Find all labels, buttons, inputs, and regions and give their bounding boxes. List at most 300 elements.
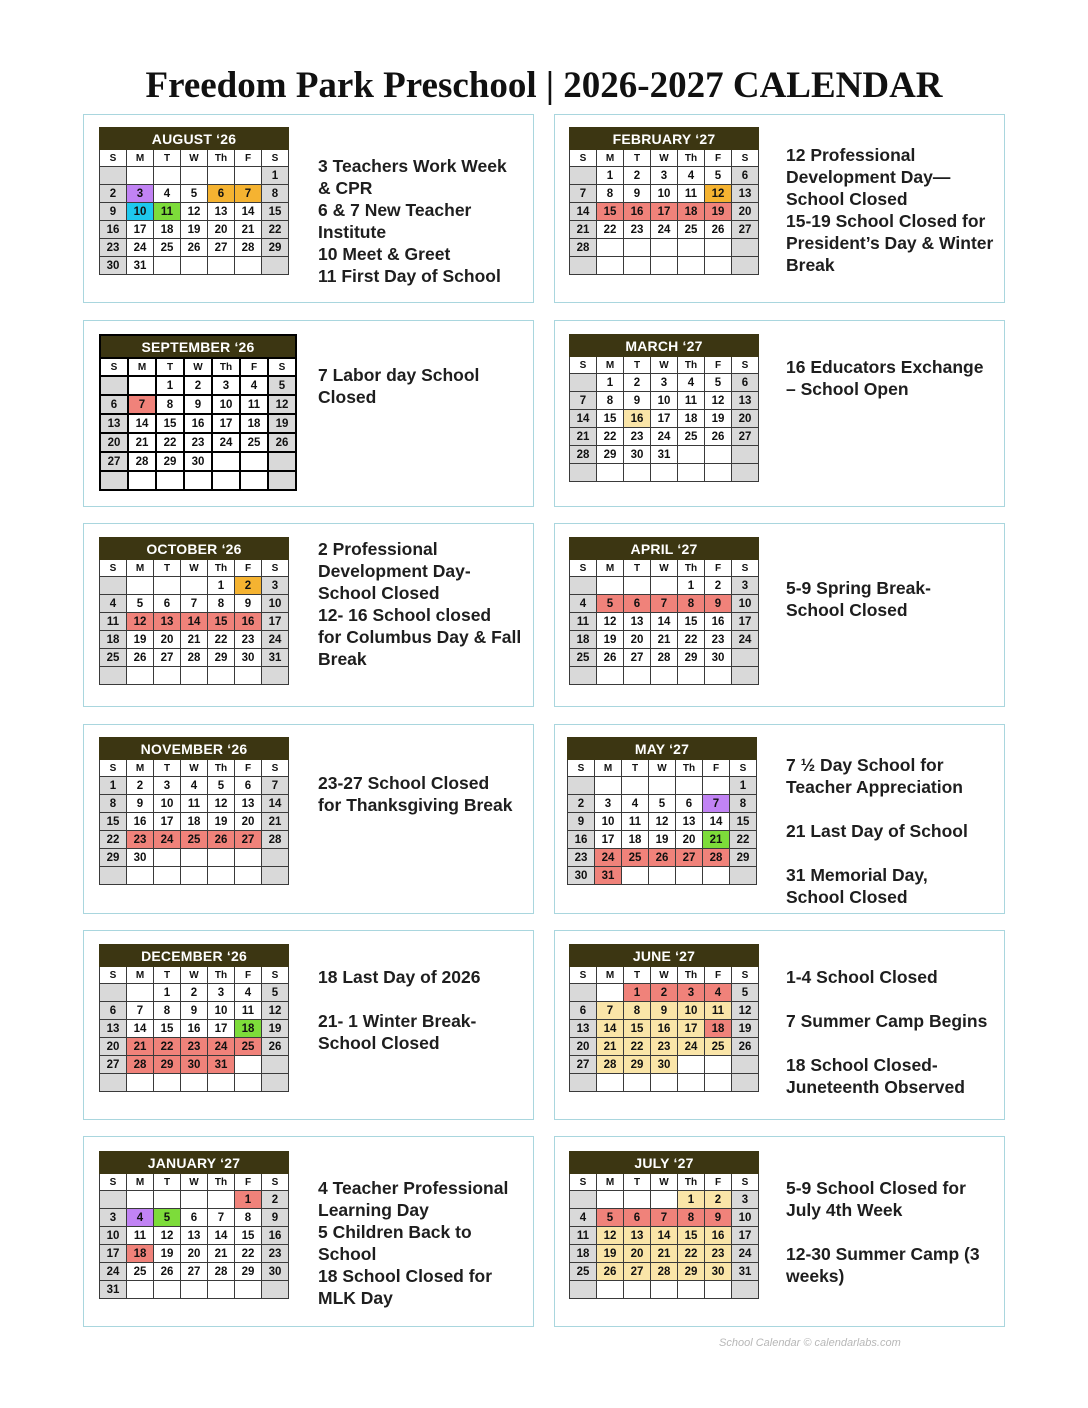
day-cell: 19 [268, 414, 296, 433]
day-cell: 7 [235, 185, 262, 203]
day-cell: 21 [651, 631, 678, 649]
day-cell: 14 [651, 613, 678, 631]
day-cell: 6 [208, 185, 235, 203]
day-cell: 10 [100, 1227, 127, 1245]
day-cell: 20 [570, 1038, 597, 1056]
day-cell: 21 [570, 221, 597, 239]
empty-cell [268, 471, 296, 490]
day-cell: 19 [181, 221, 208, 239]
weekday-header: Th [678, 560, 705, 577]
day-cell: 2 [705, 1191, 732, 1209]
day-cell: 9 [705, 595, 732, 613]
day-cell: 14 [235, 203, 262, 221]
day-cell: 24 [262, 631, 289, 649]
day-cell: 5 [705, 167, 732, 185]
day-cell: 15 [597, 203, 624, 221]
weekday-header: M [597, 1174, 624, 1191]
day-cell: 3 [678, 984, 705, 1002]
day-cell: 23 [705, 1245, 732, 1263]
day-cell: 29 [154, 1056, 181, 1074]
day-cell: 31 [208, 1056, 235, 1074]
empty-cell [597, 257, 624, 275]
day-cell: 1 [235, 1191, 262, 1209]
empty-cell [127, 867, 154, 885]
weekday-header: W [184, 358, 212, 376]
empty-cell [127, 984, 154, 1002]
day-cell: 16 [181, 1020, 208, 1038]
empty-cell [705, 667, 732, 685]
day-cell: 14 [651, 1227, 678, 1245]
empty-cell [100, 577, 127, 595]
weekday-header: S [262, 760, 289, 777]
day-cell: 26 [127, 649, 154, 667]
day-cell: 27 [676, 849, 703, 867]
day-cell: 17 [678, 1020, 705, 1038]
empty-cell [127, 1074, 154, 1092]
day-cell: 19 [597, 1245, 624, 1263]
day-cell: 3 [154, 777, 181, 795]
empty-cell [262, 1056, 289, 1074]
day-cell: 21 [127, 1038, 154, 1056]
note-line: Teacher Appreciation [786, 777, 963, 797]
weekday-header: Th [212, 358, 240, 376]
day-cell: 29 [100, 849, 127, 867]
note-line: weeks) [786, 1266, 845, 1286]
note-line: School Closed [318, 583, 440, 603]
day-cell: 18 [127, 1245, 154, 1263]
empty-cell [154, 1281, 181, 1299]
weekday-header: S [732, 1174, 759, 1191]
day-cell: 8 [624, 1002, 651, 1020]
day-cell: 9 [100, 203, 127, 221]
empty-cell [262, 667, 289, 685]
weekday-header: S [268, 358, 296, 376]
weekday-header: S [100, 560, 127, 577]
note-spacer [318, 750, 528, 772]
day-cell: 18 [622, 831, 649, 849]
day-cell: 6 [154, 595, 181, 613]
day-cell: 19 [208, 813, 235, 831]
day-cell: 4 [705, 984, 732, 1002]
day-cell: 8 [678, 1209, 705, 1227]
day-cell: 23 [262, 1245, 289, 1263]
day-cell: 11 [570, 1227, 597, 1245]
day-cell: 29 [262, 239, 289, 257]
day-cell: 9 [651, 1002, 678, 1020]
day-cell: 30 [235, 649, 262, 667]
day-cell: 27 [181, 1263, 208, 1281]
empty-cell [732, 1281, 759, 1299]
empty-cell [100, 867, 127, 885]
note-spacer [786, 842, 996, 864]
day-cell: 30 [568, 867, 595, 885]
day-cell: 25 [240, 433, 268, 452]
empty-cell [678, 464, 705, 482]
note-spacer [786, 555, 996, 577]
day-cell: 15 [597, 410, 624, 428]
empty-cell [597, 577, 624, 595]
day-cell: 21 [208, 1245, 235, 1263]
empty-cell [212, 452, 240, 471]
day-cell: 13 [208, 203, 235, 221]
day-cell: 29 [597, 446, 624, 464]
empty-cell [235, 257, 262, 275]
day-cell: 8 [208, 595, 235, 613]
empty-cell [732, 239, 759, 257]
day-cell: 23 [624, 428, 651, 446]
empty-cell [127, 1191, 154, 1209]
weekday-header: W [651, 150, 678, 167]
day-cell: 7 [651, 595, 678, 613]
empty-cell [705, 239, 732, 257]
empty-cell [208, 867, 235, 885]
day-cell: 15 [156, 414, 184, 433]
note-line: – School Open [786, 379, 909, 399]
empty-cell [181, 1191, 208, 1209]
day-cell: 16 [705, 1227, 732, 1245]
empty-cell [597, 984, 624, 1002]
empty-cell [597, 464, 624, 482]
weekday-header: W [649, 760, 676, 777]
day-cell: 20 [624, 631, 651, 649]
empty-cell [624, 1191, 651, 1209]
day-cell: 19 [705, 410, 732, 428]
day-cell: 29 [208, 649, 235, 667]
note-line: Break [318, 649, 367, 669]
day-cell: 10 [651, 392, 678, 410]
day-cell: 27 [154, 649, 181, 667]
day-cell: 21 [597, 1038, 624, 1056]
day-cell: 17 [595, 831, 622, 849]
empty-cell [624, 667, 651, 685]
day-cell: 7 [181, 595, 208, 613]
note-line: Development Day- [318, 561, 471, 581]
note-line: 18 School Closed for [318, 1266, 493, 1286]
day-cell: 12 [181, 203, 208, 221]
empty-cell [235, 1056, 262, 1074]
note-spacer [318, 988, 528, 1010]
empty-cell [268, 452, 296, 471]
empty-cell [154, 167, 181, 185]
month-notes-aug [318, 155, 528, 287]
weekday-header: T [622, 760, 649, 777]
weekday-header: M [597, 150, 624, 167]
day-cell: 26 [268, 433, 296, 452]
day-cell: 6 [100, 395, 128, 414]
empty-cell [570, 167, 597, 185]
day-cell: 28 [235, 239, 262, 257]
empty-cell [622, 867, 649, 885]
day-cell: 13 [100, 1020, 127, 1038]
empty-cell [127, 167, 154, 185]
empty-cell [181, 1281, 208, 1299]
empty-cell [597, 667, 624, 685]
day-cell: 16 [624, 203, 651, 221]
day-cell: 20 [235, 813, 262, 831]
day-cell: 20 [100, 1038, 127, 1056]
day-cell: 30 [100, 257, 127, 275]
note-line: School Closed [786, 600, 908, 620]
day-cell: 20 [100, 433, 128, 452]
day-cell: 30 [624, 446, 651, 464]
weekday-header: M [597, 967, 624, 984]
day-cell: 11 [570, 613, 597, 631]
empty-cell [235, 849, 262, 867]
day-cell: 4 [678, 374, 705, 392]
day-cell: 11 [154, 203, 181, 221]
day-cell: 8 [597, 185, 624, 203]
empty-cell [651, 1191, 678, 1209]
empty-cell [732, 464, 759, 482]
empty-cell [570, 577, 597, 595]
day-cell: 15 [100, 813, 127, 831]
weekday-header: S [100, 760, 127, 777]
month-title: JUNE ‘27 [570, 945, 759, 967]
note-line: 6 & 7 New Teacher [318, 200, 472, 220]
day-cell: 22 [208, 631, 235, 649]
day-cell: 28 [651, 1263, 678, 1281]
day-cell: 23 [705, 631, 732, 649]
empty-cell [676, 867, 703, 885]
page-title: Freedom Park Preschool | 2026-2027 CALENDAR [145, 65, 943, 106]
weekday-header: S [568, 760, 595, 777]
empty-cell [651, 464, 678, 482]
empty-cell [705, 1281, 732, 1299]
day-cell: 7 [703, 795, 730, 813]
note-line: 3 Teachers Work Week [318, 156, 507, 176]
weekday-header: S [732, 967, 759, 984]
day-cell: 19 [732, 1020, 759, 1038]
day-cell: 5 [127, 595, 154, 613]
empty-cell [570, 1074, 597, 1092]
weekday-header: T [624, 1174, 651, 1191]
day-cell: 17 [651, 203, 678, 221]
day-cell: 27 [100, 452, 128, 471]
month-notes-jul [786, 1177, 996, 1287]
day-cell: 15 [235, 1227, 262, 1245]
empty-cell [154, 257, 181, 275]
day-cell: 15 [678, 1227, 705, 1245]
weekday-header: M [595, 760, 622, 777]
day-cell: 15 [154, 1020, 181, 1038]
day-cell: 6 [676, 795, 703, 813]
month-title: JANUARY ‘27 [100, 1152, 289, 1174]
day-cell: 27 [624, 649, 651, 667]
day-cell: 6 [181, 1209, 208, 1227]
day-cell: 31 [127, 257, 154, 275]
day-cell: 16 [127, 813, 154, 831]
empty-cell [100, 167, 127, 185]
note-line: 16 Educators Exchange [786, 357, 984, 377]
day-cell: 22 [262, 221, 289, 239]
day-cell: 25 [570, 649, 597, 667]
day-cell: 1 [730, 777, 757, 795]
note-line: Closed [318, 387, 377, 407]
day-cell: 1 [156, 376, 184, 395]
day-cell: 8 [100, 795, 127, 813]
day-cell: 16 [705, 613, 732, 631]
empty-cell [705, 446, 732, 464]
weekday-header: Th [208, 760, 235, 777]
day-cell: 13 [181, 1227, 208, 1245]
day-cell: 11 [127, 1227, 154, 1245]
empty-cell [651, 577, 678, 595]
empty-cell [208, 849, 235, 867]
note-line: 5 Children Back to [318, 1222, 472, 1242]
day-cell: 24 [100, 1263, 127, 1281]
day-cell: 8 [730, 795, 757, 813]
empty-cell [100, 376, 128, 395]
day-cell: 10 [127, 203, 154, 221]
day-cell: 11 [705, 1002, 732, 1020]
day-cell: 14 [570, 203, 597, 221]
weekday-header: T [156, 358, 184, 376]
day-cell: 23 [651, 1038, 678, 1056]
weekday-header: S [570, 967, 597, 984]
empty-cell [208, 1281, 235, 1299]
day-cell: 9 [624, 392, 651, 410]
day-cell: 18 [235, 1020, 262, 1038]
day-cell: 9 [568, 813, 595, 831]
weekday-header: W [651, 357, 678, 374]
weekday-header: M [597, 357, 624, 374]
empty-cell [154, 577, 181, 595]
day-cell: 26 [597, 1263, 624, 1281]
weekday-header: Th [208, 967, 235, 984]
weekday-header: W [181, 560, 208, 577]
empty-cell [181, 167, 208, 185]
footer-credit: School Calendar © calendarlabs.com [719, 1337, 901, 1349]
empty-cell [127, 1281, 154, 1299]
month-calendar-aug [99, 127, 289, 275]
note-line: School Closed [786, 189, 908, 209]
day-cell: 25 [181, 831, 208, 849]
weekday-header: F [705, 357, 732, 374]
weekday-header: F [235, 560, 262, 577]
weekday-header: F [705, 150, 732, 167]
day-cell: 23 [127, 831, 154, 849]
empty-cell [208, 1191, 235, 1209]
day-cell: 21 [128, 433, 156, 452]
day-cell: 10 [732, 595, 759, 613]
empty-cell [154, 849, 181, 867]
day-cell: 27 [570, 1056, 597, 1074]
day-cell: 18 [100, 631, 127, 649]
day-cell: 8 [154, 1002, 181, 1020]
day-cell: 5 [262, 984, 289, 1002]
weekday-header: Th [678, 967, 705, 984]
note-line: 23-27 School Closed [318, 773, 490, 793]
day-cell: 14 [262, 795, 289, 813]
note-line: President’s Day & Winter [786, 233, 994, 253]
day-cell: 6 [732, 374, 759, 392]
day-cell: 27 [208, 239, 235, 257]
day-cell: 13 [624, 613, 651, 631]
note-line: 18 Last Day of 2026 [318, 967, 481, 987]
month-calendar-sep [99, 334, 297, 491]
empty-cell [676, 777, 703, 795]
day-cell: 10 [595, 813, 622, 831]
day-cell: 14 [703, 813, 730, 831]
day-cell: 3 [262, 577, 289, 595]
empty-cell [624, 464, 651, 482]
day-cell: 25 [678, 428, 705, 446]
day-cell: 30 [262, 1263, 289, 1281]
month-title: OCTOBER ‘26 [100, 538, 289, 560]
day-cell: 1 [678, 577, 705, 595]
empty-cell [208, 667, 235, 685]
weekday-header: W [651, 560, 678, 577]
note-line: Juneteenth Observed [786, 1077, 965, 1097]
day-cell: 30 [705, 1263, 732, 1281]
day-cell: 14 [128, 414, 156, 433]
weekday-header: F [705, 560, 732, 577]
day-cell: 28 [703, 849, 730, 867]
empty-cell [235, 167, 262, 185]
day-cell: 17 [212, 414, 240, 433]
empty-cell [732, 1074, 759, 1092]
day-cell: 25 [622, 849, 649, 867]
empty-cell [235, 1281, 262, 1299]
day-cell: 18 [705, 1020, 732, 1038]
day-cell: 12 [127, 613, 154, 631]
day-cell: 23 [184, 433, 212, 452]
empty-cell [730, 867, 757, 885]
empty-cell [732, 667, 759, 685]
day-cell: 27 [235, 831, 262, 849]
empty-cell [128, 471, 156, 490]
day-cell: 2 [127, 777, 154, 795]
empty-cell [127, 667, 154, 685]
weekday-header: Th [208, 150, 235, 167]
day-cell: 8 [597, 392, 624, 410]
weekday-header: S [732, 150, 759, 167]
day-cell: 29 [624, 1056, 651, 1074]
note-line: 21 Last Day of School [786, 821, 968, 841]
day-cell: 1 [208, 577, 235, 595]
month-notes-jan [318, 1177, 528, 1309]
weekday-header: Th [678, 357, 705, 374]
empty-cell [100, 1191, 127, 1209]
month-title: JULY ‘27 [570, 1152, 759, 1174]
note-line: Development Day— [786, 167, 951, 187]
day-cell: 3 [732, 1191, 759, 1209]
day-cell: 9 [181, 1002, 208, 1020]
day-cell: 22 [100, 831, 127, 849]
weekday-header: S [570, 150, 597, 167]
note-line: School Closed [786, 887, 908, 907]
weekday-header: W [181, 760, 208, 777]
day-cell: 19 [705, 203, 732, 221]
empty-cell [705, 257, 732, 275]
empty-cell [181, 577, 208, 595]
day-cell: 30 [127, 849, 154, 867]
weekday-header: F [235, 760, 262, 777]
day-cell: 15 [208, 613, 235, 631]
day-cell: 13 [100, 414, 128, 433]
day-cell: 17 [262, 613, 289, 631]
note-line: 2 Professional [318, 539, 438, 559]
empty-cell [156, 471, 184, 490]
day-cell: 17 [100, 1245, 127, 1263]
note-line: for Thanksgiving Break [318, 795, 513, 815]
note-line: 12-30 Summer Camp (3 [786, 1244, 980, 1264]
day-cell: 19 [262, 1020, 289, 1038]
empty-cell [570, 257, 597, 275]
empty-cell [181, 1074, 208, 1092]
weekday-header: S [730, 760, 757, 777]
day-cell: 4 [678, 167, 705, 185]
